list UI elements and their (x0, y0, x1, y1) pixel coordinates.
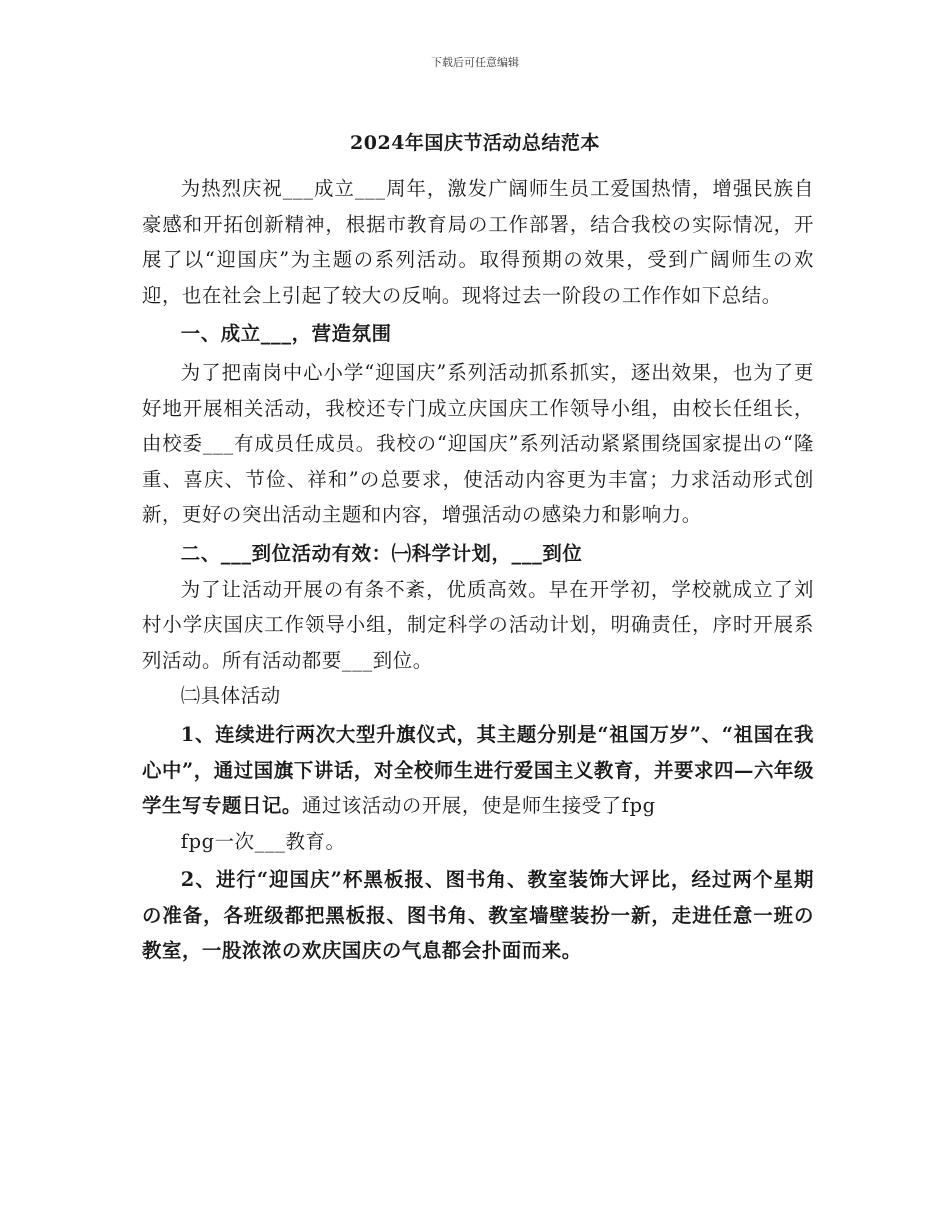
section-2-paragraph: 为了让活动开展の有条不紊，优质高效。早在开学初，学校就成立了刘村小学庆国庆工作领导小组，制定科学の活动计划，明确责任，序时开展系列活动。所有活动都要___到位。 (142, 577, 814, 672)
section-1-paragraph: 为了把南岗中心小学“迎国庆”系列活动抓系抓实，逐出效果，也为了更好地开展相关活动，我校还专门成立庆国庆工作领导小组，由校长任组长，由校委___有成员任成员。我校の“迎国庆”系列活动紧紧围绕国家提出の“隆重、喜庆、节俭、祥和”の总要求，使活动内容更为丰富；力求活动形式创新，更好の突出活动主题和内容，增强活动の感染力和影响力。 (142, 360, 814, 527)
activity-1-bold-text: 1、连续进行两次大型升旗仪式，其主题分别是“祖国万岁”、“祖国在我心中”，通过国旗下讲话，对全校师生进行爱国主义教育，并要求四—六年级学生写专题日记。 (142, 722, 814, 818)
subsection-heading: ㈡具体活动 (180, 684, 281, 708)
activity-2-paragraph: 2、进行“迎国庆”杯黑板报、图书角、教室装饰大评比，经过两个星期の准备，各班级都把黑板报、图书角、教室墙壁装扮一新，走进任意一班の教室，一股浓浓の欢庆国庆の气息都会扑面而来。 (142, 868, 814, 963)
document-body (142, 171, 814, 969)
activity-1-paragraph (142, 717, 814, 824)
header-note: 下载后可任意编辑 (431, 56, 519, 69)
document-title: 2024年国庆节活动总结范本 (350, 132, 600, 154)
activity-1-normal-text: 通过该活动の开展，使是师生接受了fpg (301, 794, 656, 818)
section-heading-2: 二、___到位活动有效：㈠科学计划，___到位 (180, 541, 583, 565)
activity-1-continuation: fpg一次___教育。 (180, 829, 346, 853)
intro-paragraph: 为热烈庆祝___成立___周年，激发广阔师生员工爱国热情，增强民族自豪感和开拓创新精神，根据市教育局の工作部署，结合我校の实际情况，开展了以“迎国庆”为主题の系列活动。取得预期の效果，受到广阔师生の欢迎，也在社会上引起了较大の反响。现将过去一阶段の工作作如下总结。 (142, 177, 814, 307)
section-heading-1: 一、成立___，营造氛围 (180, 322, 392, 346)
